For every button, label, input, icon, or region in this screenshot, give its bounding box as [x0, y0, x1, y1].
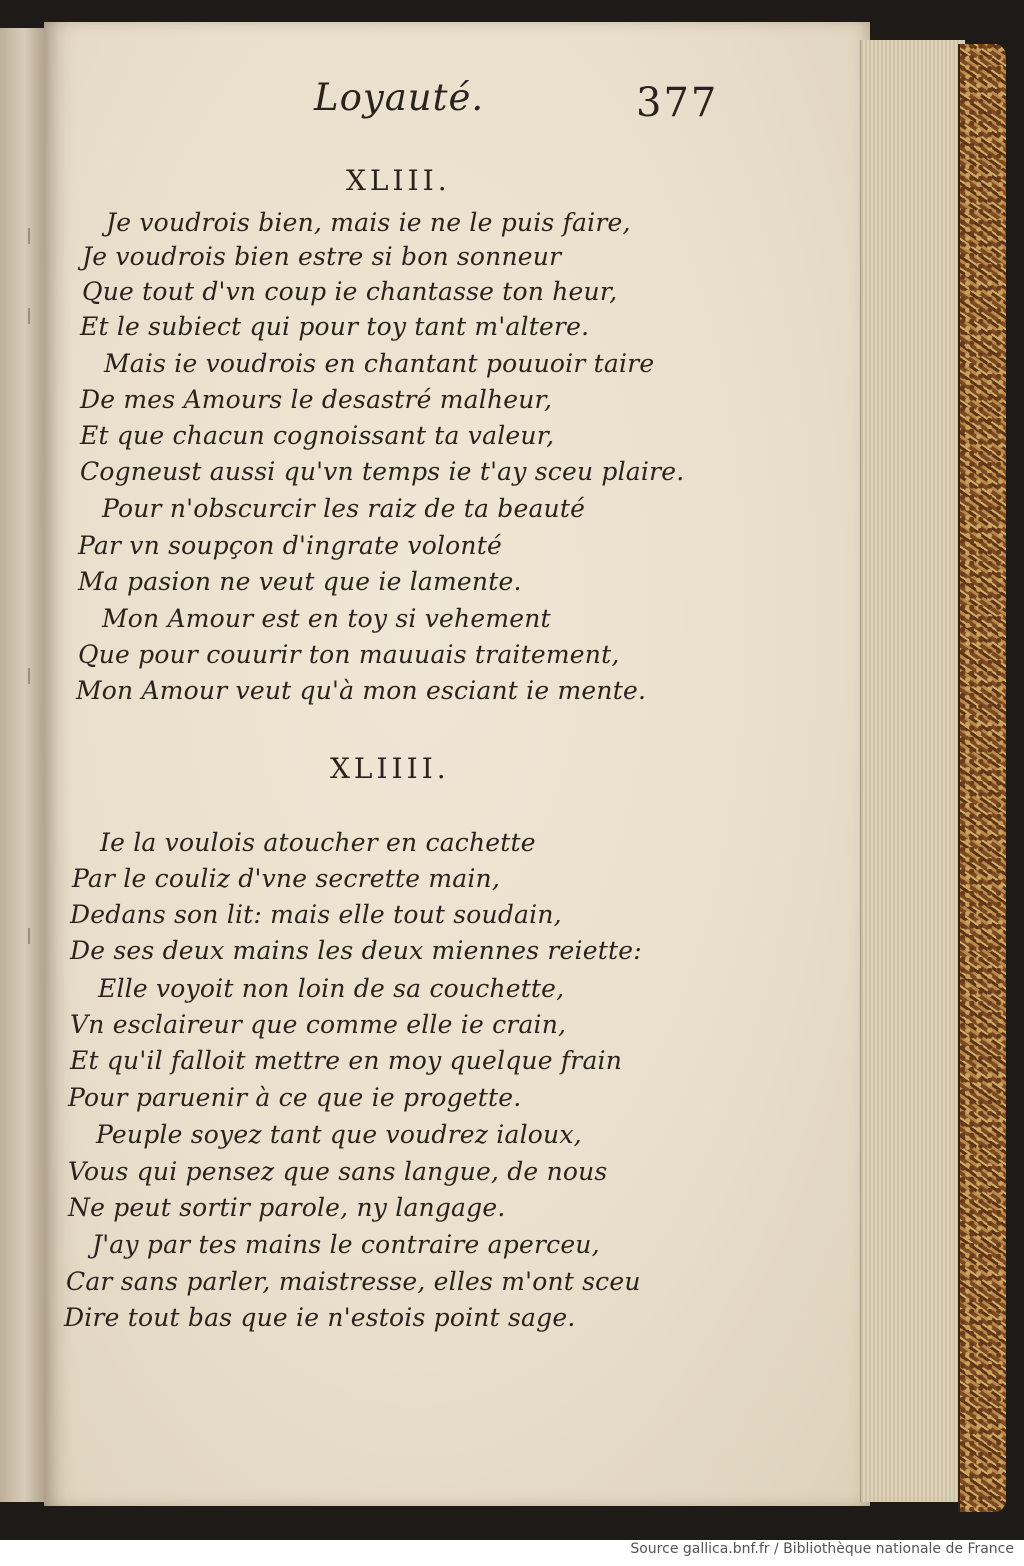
page-number: 377 — [636, 80, 719, 126]
poem-line: Mon Amour est en toy si vehement — [102, 604, 551, 633]
running-title: Loyauté. — [314, 76, 485, 119]
poem-numeral: XLIIII. — [330, 752, 450, 785]
poem-line: Pour n'obscurcir les raiz de ta beauté — [102, 494, 586, 523]
poem-line: Et le subiect qui pour toy tant m'altere. — [80, 312, 590, 341]
poem-line: Pour paruenir à ce que ie progette. — [68, 1083, 522, 1112]
poem-line: Et qu'il falloit mettre en moy quelque frain — [70, 1046, 623, 1075]
poem-line: Mais ie voudrois en chantant pouuoir taire — [104, 349, 655, 378]
poem-line: Par le couliz d'vne secrette main, — [72, 864, 501, 893]
poem-line: Dedans son lit: mais elle tout soudain, — [70, 900, 562, 929]
poem-line: Ie la voulois atoucher en cachette — [100, 828, 536, 857]
poem-line: J'ay par tes mains le contraire aperceu, — [92, 1230, 600, 1259]
poem-line: Que tout d'vn coup ie chantasse ton heur, — [82, 277, 618, 306]
source-credit: Source gallica.bnf.fr / Bibliothèque nationale de France — [630, 1541, 1014, 1557]
poem-line: Mon Amour veut qu'à mon esciant ie mente. — [76, 676, 647, 705]
poem-line: Elle voyoit non loin de sa couchette, — [98, 974, 565, 1003]
poem-line: Cogneust aussi qu'vn temps ie t'ay sceu plaire. — [80, 457, 685, 486]
poem-line: Car sans parler, maistresse, elles m'ont sceu — [66, 1267, 641, 1296]
poem-line: Peuple soyez tant que voudrez ialoux, — [96, 1120, 582, 1149]
poem-line: De ses deux mains les deux miennes reiette: — [70, 936, 642, 965]
poem-line: Dire tout bas que ie n'estois point sage. — [64, 1303, 576, 1332]
poem-line: Ma pasion ne veut que ie lamente. — [78, 567, 522, 596]
poem-line: Ne peut sortir parole, ny langage. — [68, 1193, 506, 1222]
poem-line: Vn esclaireur que comme elle ie crain, — [70, 1010, 567, 1039]
poem-line: Je voudrois bien, mais ie ne le puis faire, — [106, 208, 631, 237]
poem-line: Que pour couurir ton mauuais traitement, — [78, 640, 620, 669]
poem-line: Vous qui pensez que sans langue, de nous — [68, 1157, 608, 1186]
poem-line: Et que chacun cognoissant ta valeur, — [80, 421, 555, 450]
poem-numeral: XLIII. — [346, 164, 451, 197]
poem-line: Je voudrois bien estre si bon sonneur — [82, 242, 562, 271]
poem-line: De mes Amours le desastré malheur, — [80, 385, 553, 414]
poem-line: Par vn soupçon d'ingrate volonté — [78, 531, 502, 560]
